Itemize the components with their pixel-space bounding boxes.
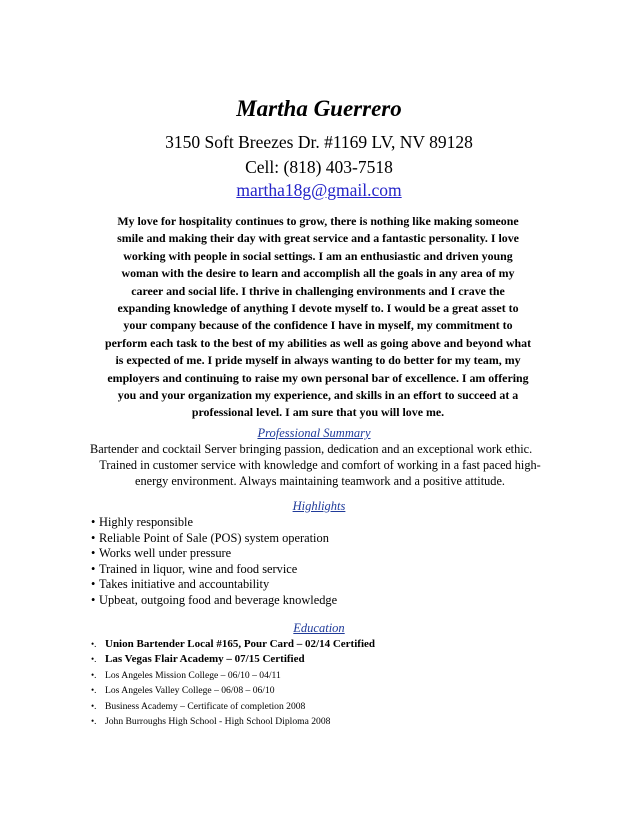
- list-item: • Highly responsible: [91, 515, 193, 529]
- objective-line: your company because of the confidence I have in myself, my commitment to: [123, 318, 513, 333]
- list-item: • Upbeat, outgoing food and beverage knowledge: [91, 592, 338, 607]
- bullet-icon: •.: [91, 669, 97, 680]
- education-heading: Education: [293, 621, 345, 635]
- objective-line: expanding knowledge of anything I devote myself to. I would be a great asset to: [117, 301, 519, 316]
- list-item: • Works well under pressure: [91, 546, 232, 560]
- summary-line: Trained in customer service with knowledge and comfort of working in a fast paced high-: [99, 458, 541, 472]
- summary-line: energy environment. Always maintaining teamwork and a positive attitude.: [135, 474, 505, 488]
- objective-paragraph: [88, 213, 548, 422]
- bullet-icon: •.: [91, 654, 97, 665]
- objective-line: smile and making their day with great service and a fantastic personality. I love: [117, 231, 519, 246]
- candidate-name: Martha Guerrero: [236, 96, 402, 121]
- list-item: • Takes initiative and accountability: [91, 577, 270, 591]
- email-link[interactable]: martha18g@gmail.com: [236, 180, 402, 200]
- objective-line: My love for hospitality continues to grow, there is nothing like making someone: [117, 214, 519, 228]
- bullet-icon: •: [91, 561, 96, 576]
- objective-line: employers and continuing to raise my own personal bar of excellence. I am offering: [107, 370, 529, 385]
- list-item: •. Las Vegas Flair Academy – 07/15 Certified: [91, 650, 375, 665]
- objective-line: you and your organization my experience, and skills in an effort to succeed at a: [117, 388, 519, 403]
- list-item: • Trained in liquor, wine and food service: [91, 561, 298, 576]
- highlights-list: [91, 515, 337, 608]
- bullet-icon: •: [91, 577, 96, 591]
- objective-line: working with people in social settings. I am an enthusiastic and driven young: [123, 248, 513, 263]
- list-item: •. Business Academy – Certificate of completion 2008: [91, 697, 375, 712]
- objective-line: is expected of me. I pride myself in always wanting to do better for my team, my: [115, 353, 521, 368]
- bullet-icon: •: [91, 515, 96, 529]
- bullet-icon: •.: [91, 685, 97, 696]
- bullet-icon: •: [91, 546, 96, 560]
- bullet-icon: •.: [91, 715, 97, 726]
- list-item: •. Los Angeles Valley College – 06/08 – 06/10: [91, 681, 375, 696]
- professional-summary-heading: Professional Summary: [257, 426, 371, 440]
- highlights-heading: Highlights: [292, 499, 346, 513]
- professional-summary-text: [90, 441, 550, 489]
- objective-line: career and social life. I thrive in challenging environments and I crave the: [131, 283, 505, 298]
- list-item: •. Union Bartender Local #165, Pour Card – 02/14 Certified: [91, 635, 375, 650]
- list-item: • Reliable Point of Sale (POS) system operation: [91, 530, 329, 545]
- summary-line: Bartender and cocktail Server bringing passion, dedication and an exceptional work ethic.: [90, 442, 533, 456]
- education-list: [91, 635, 375, 727]
- bullet-icon: •.: [91, 700, 97, 711]
- objective-line: woman with the desire to learn and accomplish all the goals in any area of my: [121, 266, 515, 281]
- list-item: •. Los Angeles Mission College – 06/10 – 04/11: [91, 666, 375, 681]
- bullet-icon: •: [91, 530, 96, 545]
- objective-line: perform each task to the best of my abilities as well as going above and beyond what: [104, 335, 532, 350]
- objective-line: professional level. I am sure that you will love me.: [191, 405, 445, 420]
- list-item: •. John Burroughs High School - High School Diploma 2008: [91, 712, 375, 727]
- bullet-icon: •.: [91, 639, 97, 649]
- address: 3150 Soft Breezes Dr. #1169 LV, NV 89128: [165, 132, 473, 152]
- phone: Cell: (818) 403-7518: [245, 157, 393, 177]
- bullet-icon: •: [91, 592, 96, 607]
